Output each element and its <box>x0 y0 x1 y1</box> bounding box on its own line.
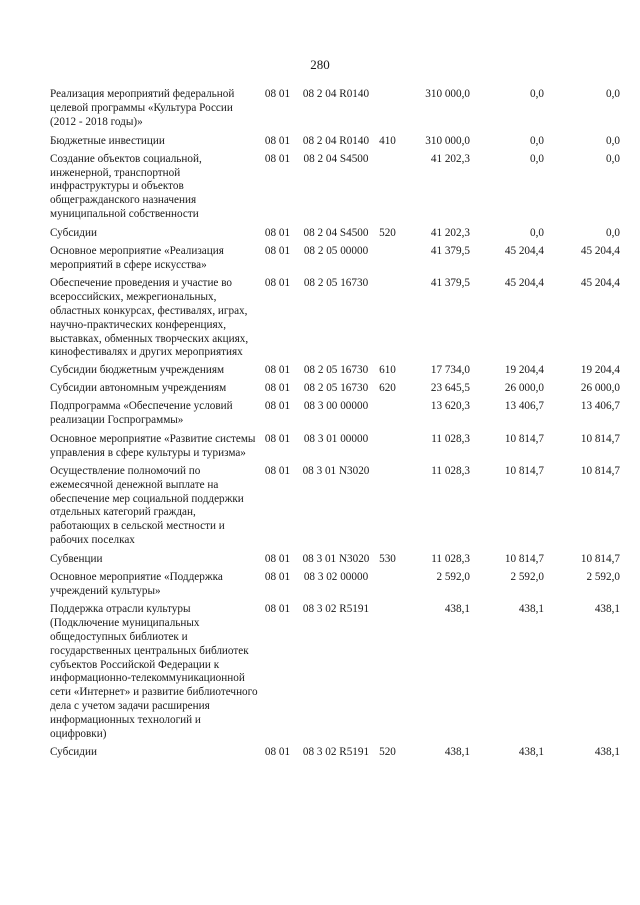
section-code: 08 01 <box>264 400 291 413</box>
amount-year-3: 438,1 <box>594 602 620 615</box>
amount-year-2: 19 204,4 <box>504 364 544 377</box>
target-article-code: 08 2 04 S4500 <box>303 152 369 165</box>
expense-type-code: 530 <box>379 553 396 566</box>
amount-year-3: 10 814,7 <box>580 432 620 445</box>
amount-year-3: 10 814,7 <box>580 464 620 477</box>
section-code: 08 01 <box>264 464 291 477</box>
amount-year-2: 0,0 <box>530 134 544 147</box>
amount-year-3: 26 000,0 <box>580 382 620 395</box>
section-code: 08 01 <box>264 152 291 165</box>
target-article-code: 08 3 01 N3020 <box>302 553 370 566</box>
table-row <box>50 603 620 742</box>
amount-year-1: 11 028,3 <box>431 464 470 477</box>
section-code: 08 01 <box>264 276 291 289</box>
amount-year-1: 310 000,0 <box>425 88 470 100</box>
table-row <box>50 400 620 428</box>
table-row <box>50 277 620 360</box>
amount-year-2: 45 204,4 <box>504 276 544 289</box>
amount-year-1: 2 592,0 <box>436 571 470 584</box>
amount-year-3: 19 204,4 <box>580 364 620 377</box>
item-name: Субвенции <box>50 553 103 566</box>
amount-year-1: 23 645,5 <box>430 382 470 395</box>
amount-year-3: 45 204,4 <box>580 276 620 289</box>
amount-year-3: 438,1 <box>594 745 620 758</box>
item-name: Осуществление полномочий по ежемесячной денежной выплате на обеспечение мер социальной поддержки отдельных категорий граждан, работающих в сельской местности и рабочих поселках <box>50 464 244 547</box>
table-row <box>50 135 620 149</box>
item-name: Создание объектов социальной, инженерной, транспортной инфраструктуры и объектов общегражданского назначения муниципальной собственности <box>50 152 202 221</box>
target-article-code: 08 2 05 00000 <box>303 245 369 258</box>
amount-year-1: 13 620,3 <box>430 400 470 413</box>
table-row <box>50 571 620 599</box>
item-name: Субсидии бюджетным учреждениям <box>50 364 225 377</box>
amount-year-2: 438,1 <box>518 745 544 758</box>
section-code: 08 01 <box>264 432 291 445</box>
amount-year-2: 0,0 <box>530 227 544 240</box>
expense-type-code: 620 <box>379 382 396 395</box>
table-row <box>50 433 620 461</box>
target-article-code: 08 2 04 R0140 <box>302 88 370 100</box>
section-code: 08 01 <box>264 134 291 147</box>
section-code: 08 01 <box>264 227 291 240</box>
item-name: Основное мероприятие «Реализация мероприятий в сфере искусства» <box>50 245 224 271</box>
amount-year-2: 45 204,4 <box>504 245 544 258</box>
amount-year-3: 2 592,0 <box>586 571 620 584</box>
amount-year-2: 0,0 <box>530 152 544 165</box>
table-row <box>50 364 620 378</box>
amount-year-1: 11 028,3 <box>431 432 470 445</box>
amount-year-1: 310 000,0 <box>425 134 470 147</box>
amount-year-1: 41 202,3 <box>430 152 470 165</box>
section-code: 08 01 <box>264 88 291 100</box>
target-article-code: 08 3 02 R5191 <box>302 745 370 758</box>
amount-year-3: 0,0 <box>606 134 620 147</box>
amount-year-2: 438,1 <box>518 602 544 615</box>
table-row <box>50 153 620 223</box>
amount-year-1: 41 379,5 <box>430 276 470 289</box>
table-row <box>50 88 620 130</box>
item-name: Основное мероприятие «Развитие системы управления в сфере культуры и туризма» <box>50 432 256 459</box>
amount-year-3: 0,0 <box>606 227 620 240</box>
expense-type-code: 520 <box>379 227 396 240</box>
amount-year-1: 438,1 <box>444 602 470 615</box>
amount-year-2: 10 814,7 <box>504 464 544 477</box>
section-code: 08 01 <box>264 745 291 758</box>
section-code: 08 01 <box>264 602 291 615</box>
item-name: Реализация мероприятий федеральной целевой программы «Культура России (2012 - 2018 годы)» <box>50 88 235 128</box>
amount-year-1: 17 734,0 <box>430 364 470 377</box>
section-code: 08 01 <box>264 245 291 258</box>
target-article-code: 08 3 01 N3020 <box>302 464 370 477</box>
amount-year-3: 0,0 <box>606 88 620 100</box>
amount-year-3: 0,0 <box>606 152 620 165</box>
amount-year-2: 2 592,0 <box>510 571 544 584</box>
section-code: 08 01 <box>264 553 291 566</box>
target-article-code: 08 2 04 R0140 <box>302 134 370 147</box>
amount-year-2: 0,0 <box>530 88 544 100</box>
item-name: Бюджетные инвестиции <box>50 134 165 147</box>
table-row <box>50 382 620 396</box>
page-number: 280 <box>310 57 330 72</box>
item-name: Субсидии <box>50 227 97 240</box>
expense-type-code: 410 <box>379 134 396 147</box>
target-article-code: 08 2 05 16730 <box>303 364 369 377</box>
target-article-code: 08 2 05 16730 <box>303 276 369 289</box>
section-code: 08 01 <box>264 571 291 584</box>
table-row <box>50 746 620 760</box>
target-article-code: 08 3 00 00000 <box>303 400 369 413</box>
table-row <box>50 553 620 567</box>
target-article-code: 08 2 04 S4500 <box>303 227 369 240</box>
amount-year-1: 438,1 <box>444 745 470 758</box>
item-name: Субсидии автономным учреждениям <box>50 382 227 395</box>
section-code: 08 01 <box>264 364 291 377</box>
amount-year-2: 10 814,7 <box>504 432 544 445</box>
amount-year-2: 26 000,0 <box>504 382 544 395</box>
amount-year-3: 10 814,7 <box>580 553 620 566</box>
item-name: Подпрограмма «Обеспечение условий реализации Госпрограммы» <box>50 400 233 427</box>
budget-table <box>50 88 620 760</box>
section-code: 08 01 <box>264 382 291 395</box>
item-name: Поддержка отрасли культуры (Подключение муниципальных общедоступных библиотек и государственных центральных библиотек субъектов Российской Федерации к информационно-телекоммуникационной сети «Интернет» и развитие библиотечного дела с учетом задачи расширения информационных технологий и оцифровки) <box>50 602 258 741</box>
amount-year-1: 41 379,5 <box>430 245 470 258</box>
target-article-code: 08 3 02 R5191 <box>302 602 370 615</box>
amount-year-3: 13 406,7 <box>580 400 620 413</box>
item-name: Обеспечение проведения и участие во всероссийских, межрегиональных, областных конкурсах, фестивалях, играх, научно-практических конференциях, выставках, обменных творческих акциях, кинофестивалях и других мероприятиях <box>50 276 249 359</box>
amount-year-1: 41 202,3 <box>430 227 470 240</box>
item-name: Субсидии <box>50 745 97 758</box>
table-row <box>50 227 620 241</box>
expense-type-code: 520 <box>379 745 396 758</box>
amount-year-2: 13 406,7 <box>504 400 544 413</box>
target-article-code: 08 3 02 00000 <box>303 571 369 584</box>
expense-type-code: 610 <box>379 364 396 377</box>
target-article-code: 08 3 01 00000 <box>303 432 369 445</box>
target-article-code: 08 2 05 16730 <box>303 382 369 395</box>
amount-year-1: 11 028,3 <box>431 553 470 566</box>
amount-year-3: 45 204,4 <box>580 245 620 258</box>
table-row <box>50 465 620 548</box>
amount-year-2: 10 814,7 <box>504 553 544 566</box>
item-name: Основное мероприятие «Поддержка учреждений культуры» <box>50 571 223 597</box>
table-row <box>50 245 620 273</box>
